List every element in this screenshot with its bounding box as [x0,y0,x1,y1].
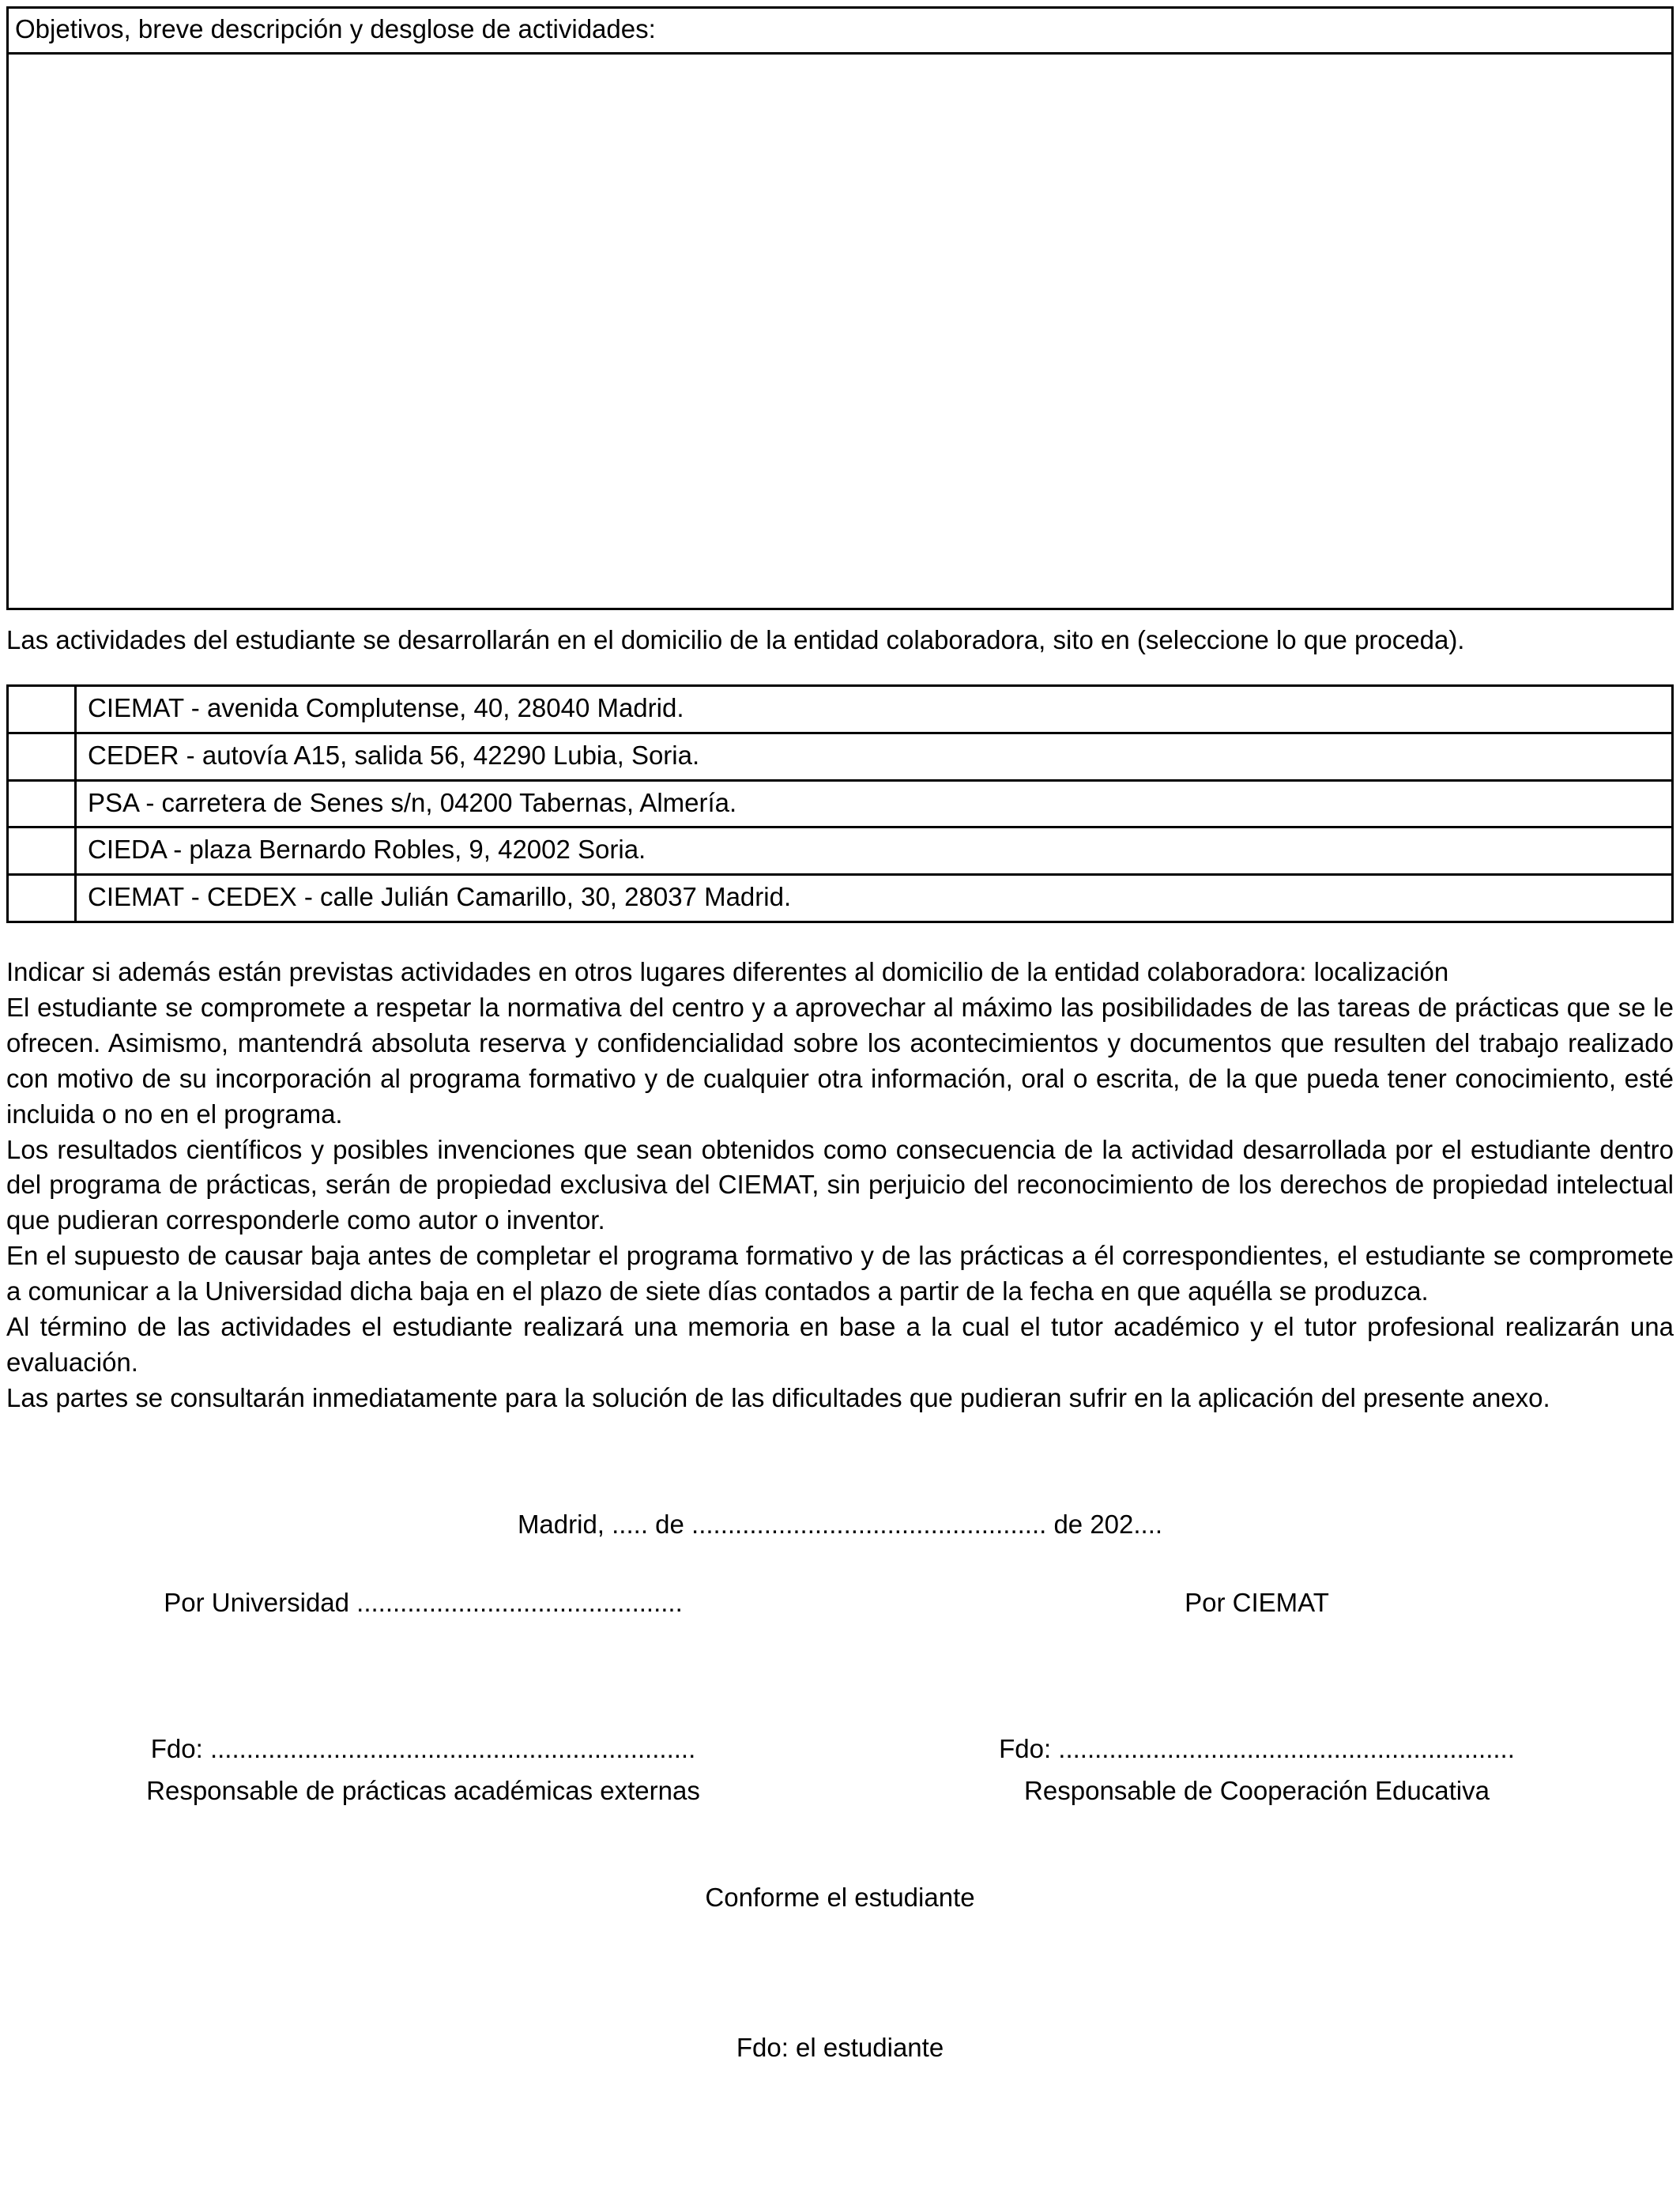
location-row [8,827,1673,875]
paragraph: Indicar si además están previstas actividades en otros lugares diferentes al domicilio de la entidad colaboradora: localización [6,957,1449,987]
location-checkbox-cell[interactable] [8,685,76,733]
paragraph: Los resultados científicos y posibles invenciones que sean obtenidos como consecuencia de la actividad desarrollada por el estudiante dentro del programa de prácticas, serán de propiedad exclusiva del CIEMAT, sin perjuicio del reconocimiento de los derechos de propiedad intelectual que pudieran corresponderle como autor o inventor. [6,1134,1674,1235]
location-label: CIEMAT - CEDEX - calle Julián Camarillo, 30, 28037 Madrid. [76,875,1673,922]
paragraph: En el supuesto de causar baja antes de completar el programa formativo y de las prácticas a él correspondientes, el estudiante se compromete a comunicar a la Universidad dicha baja en el plazo de siete días contados a partir de la fecha en que aquélla se produzca. [6,1241,1674,1306]
location-row [8,780,1673,827]
student-conform-label: Conforme el estudiante [705,1883,975,1912]
objectives-box-title: Objetivos, breve descripción y desglose de actividades: [9,9,1671,55]
role-ciemat: Responsable de Cooperación Educativa [1024,1776,1490,1806]
location-label: CIEMAT - avenida Complutense, 40, 28040 Madrid. [76,685,1673,733]
fdo-row [6,1732,1674,1767]
location-checkbox-cell[interactable] [8,875,76,922]
objectives-box [6,6,1674,610]
location-row [8,685,1673,733]
role-university: Responsable de prácticas académicas externas [146,1776,700,1806]
fdo-university-line: Fdo: ................................................................... [150,1734,696,1764]
party-university: Por Universidad ............................................. [164,1588,683,1618]
objectives-box-content[interactable] [9,55,1671,608]
location-checkbox-cell[interactable] [8,780,76,827]
location-checkbox-cell[interactable] [8,733,76,780]
paragraph: Las partes se consultarán inmediatamente para la solución de las dificultades que pudieran sufrir en la aplicación del presente anexo. [6,1382,1550,1412]
date-line: Madrid, ..... de ................................................. de 202.... [517,1509,1163,1539]
locations-table [6,684,1674,923]
location-label: PSA - carretera de Senes s/n, 04200 Tabernas, Almería. [76,780,1673,827]
student-fdo-label: Fdo: el estudiante [736,2032,944,2062]
location-row [8,733,1673,780]
paragraph: El estudiante se compromete a respetar la normativa del centro y a aprovechar al máximo las posibilidades de las tareas de prácticas que se le ofrecen. Asimismo, mantendrá absoluta reserva y confidencialidad sobre los acontecimientos y documentos que resulten del trabajo realizado con motivo de su incorporación al programa formativo y de cualquier otra información, oral o escrita, de la que pueda tener conocimiento, esté incluida o no en el programa. [6,993,1674,1129]
location-checkbox-cell[interactable] [8,827,76,875]
role-row [6,1774,1674,1809]
location-row [8,875,1673,922]
party-row [6,1585,1674,1621]
location-label: CEDER - autovía A15, salida 56, 42290 Lubia, Soria. [76,733,1673,780]
body-paragraphs [6,955,1674,1416]
intro-paragraph: Las actividades del estudiante se desarrollarán en el domicilio de la entidad colaboradora, sito en (seleccione lo que proceda). [6,624,1465,654]
party-ciemat: Por CIEMAT [1185,1588,1329,1618]
fdo-ciemat-line: Fdo: ............................................................... [999,1734,1515,1764]
paragraph: Al término de las actividades el estudiante realizará una memoria en base a la cual el tutor académico y el tutor profesional realizarán una evaluación. [6,1311,1674,1377]
location-label: CIEDA - plaza Bernardo Robles, 9, 42002 Soria. [76,827,1673,875]
